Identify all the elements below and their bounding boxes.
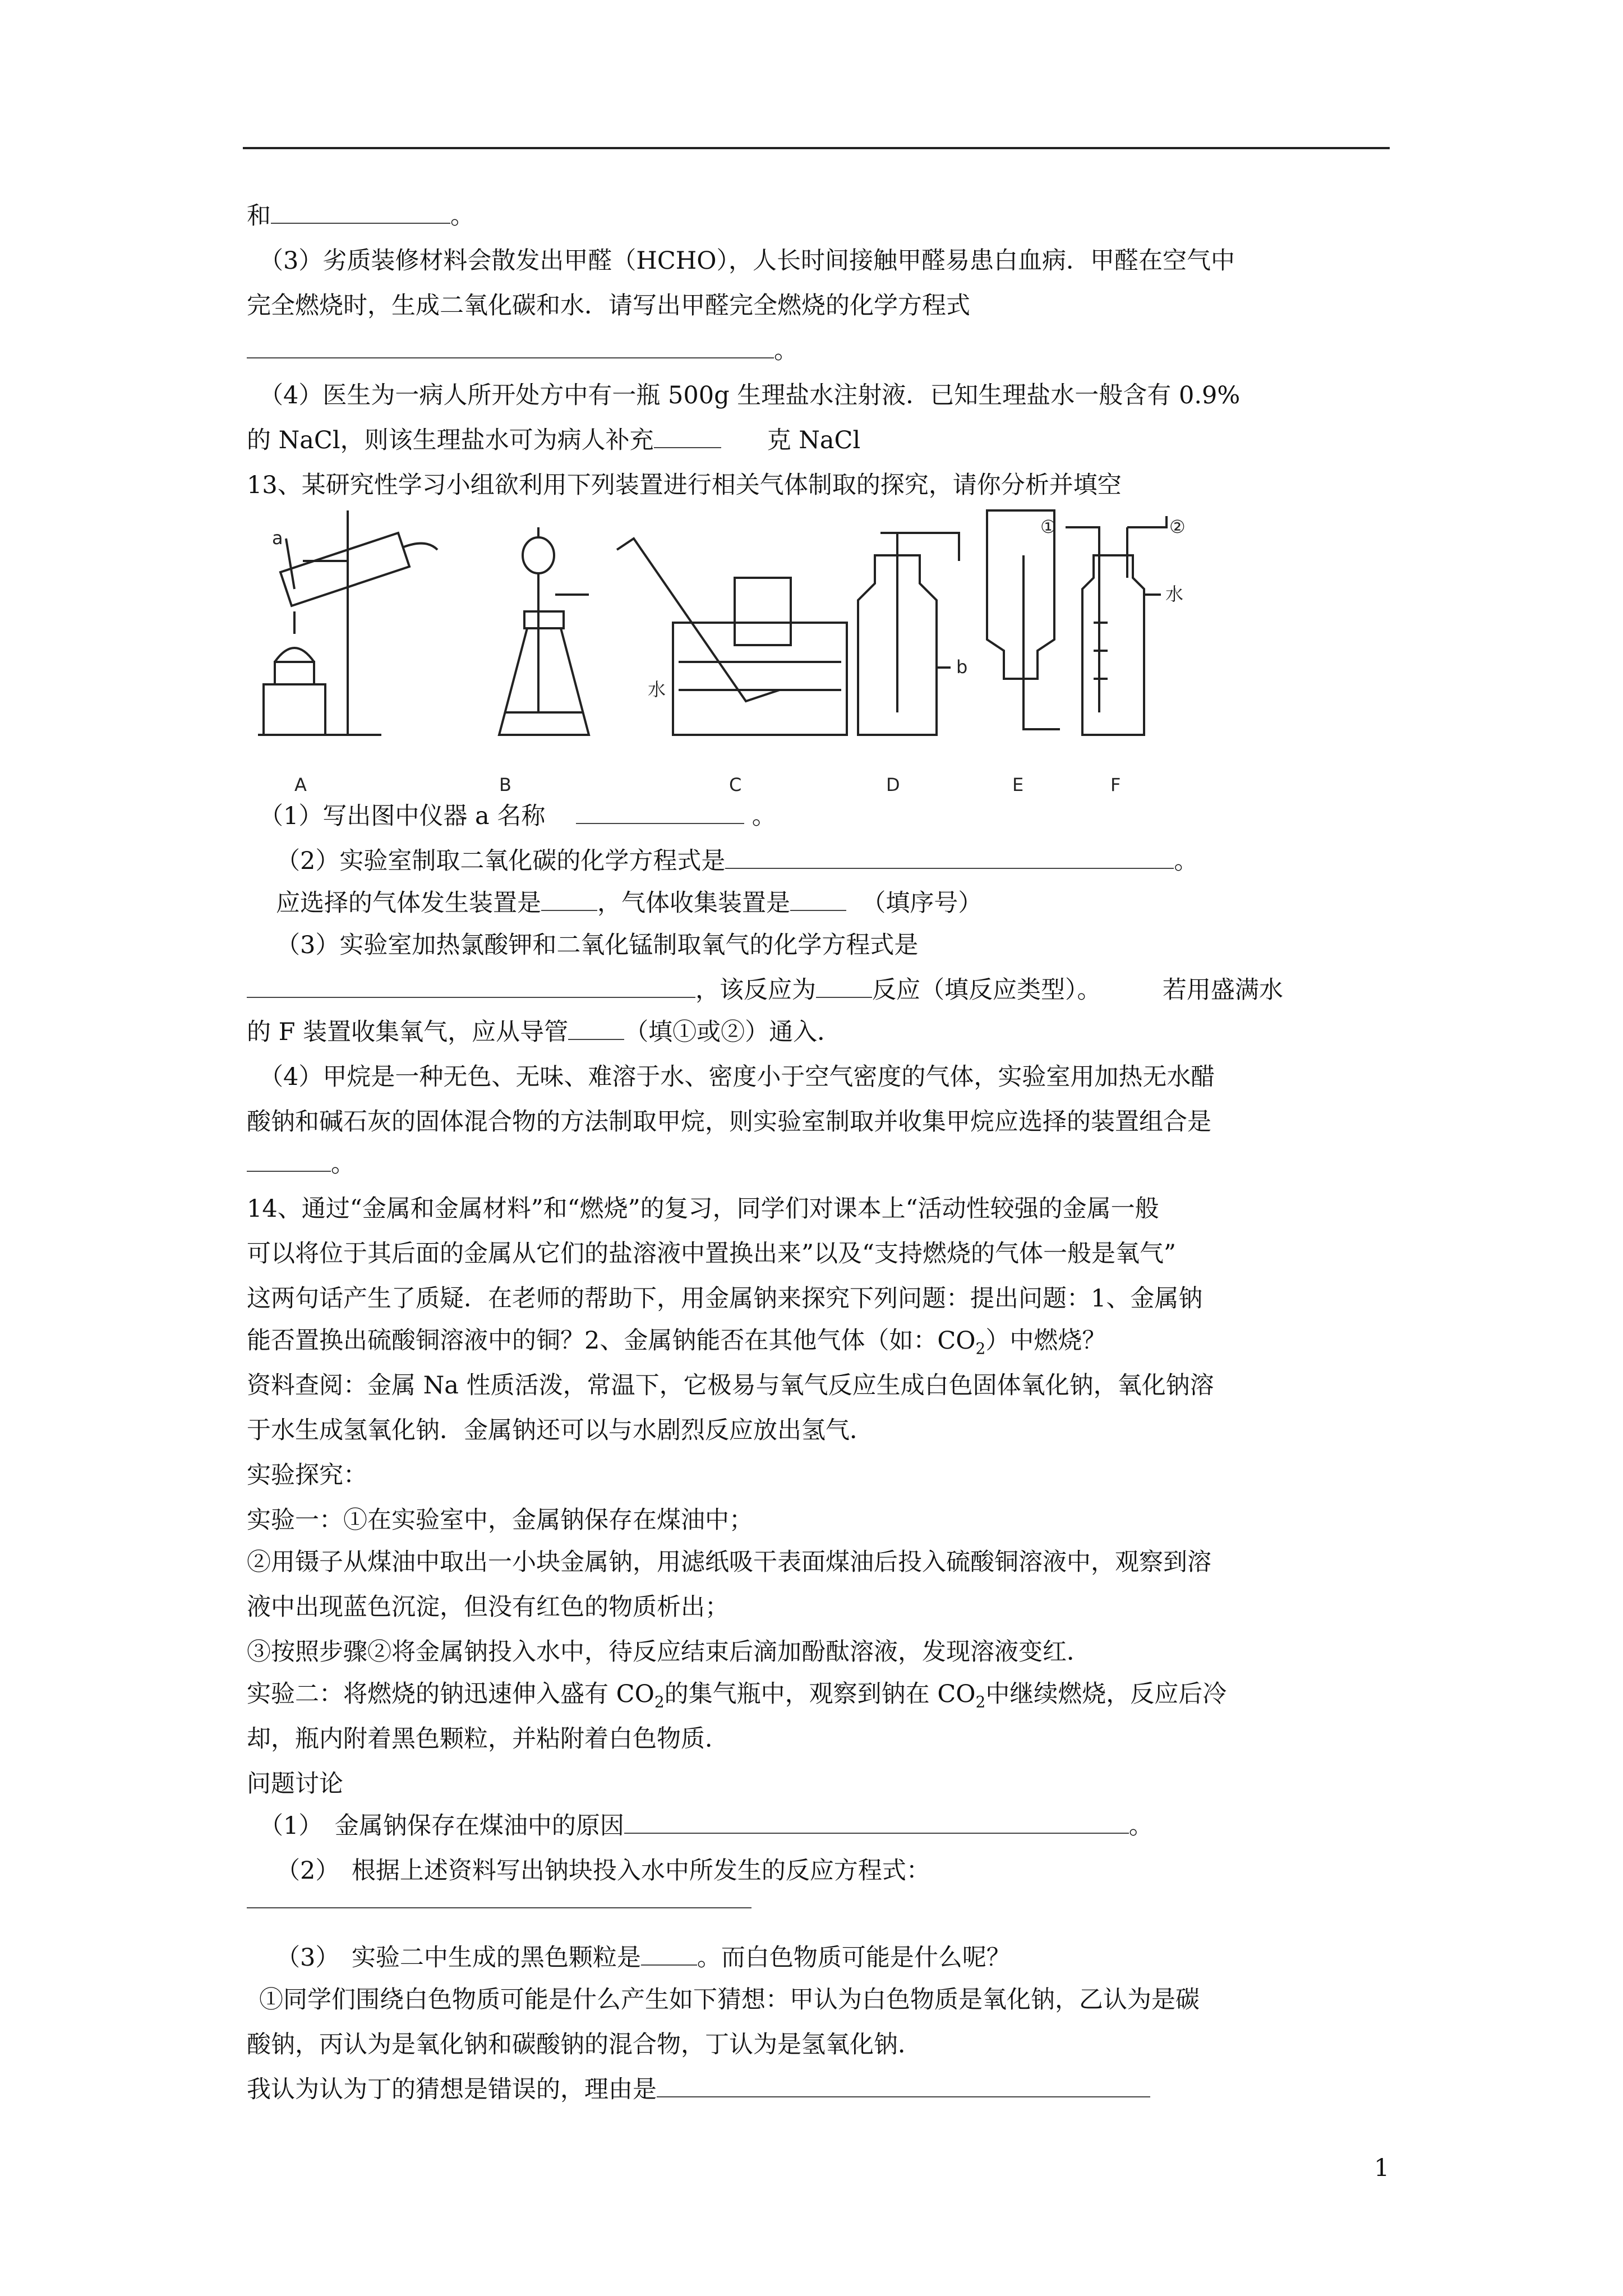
line-text: 。	[450, 202, 474, 230]
question-heading: 14、通过“金属和金属材料”和“燃烧”的复习，同学们对课本上“活动性较强的金属一般	[247, 1195, 1159, 1223]
line-text: 的 F 装置收集氧气，应从导管	[247, 1018, 569, 1046]
line-text: 。	[774, 337, 798, 365]
line-text: 。	[1128, 1812, 1153, 1840]
answer-blank[interactable]	[247, 334, 774, 358]
question-line: （2） 根据上述资料写出钠块投入水中所发生的反应方程式：	[276, 1857, 930, 1885]
label-a: a	[272, 527, 283, 549]
label-water-c: 水	[648, 679, 666, 700]
answer-blank[interactable]	[576, 799, 744, 824]
question-line	[247, 1147, 355, 1181]
line-text: 的 NaCl，则该生理盐水可为病人补充	[247, 426, 654, 454]
line-text: 的集气瓶中，观察到钠在 CO	[664, 1680, 976, 1708]
line-text: 实验二：将燃烧的钠迅速伸入盛有 CO	[247, 1680, 654, 1708]
line-text: （1）写出图中仪器 a 名称	[259, 802, 546, 830]
header-rule	[243, 147, 1390, 149]
answer-blank[interactable]	[568, 1015, 624, 1040]
line-text: （3） 实验二中生成的黑色颗粒是	[276, 1944, 641, 1972]
question-line: （3）劣质装修材料会散发出甲醛（HCHO），人长时间接触甲醛易患白血病．甲醛在空气中	[259, 247, 1235, 275]
apparatus-label: B	[499, 774, 511, 795]
answer-blank[interactable]	[624, 1809, 1129, 1834]
question-line: 资料查阅：金属 Na 性质活泼，常温下，它极易与氧气反应生成白色固体氧化钠，氧化钠溶	[247, 1372, 1214, 1400]
answer-blank[interactable]	[541, 886, 597, 911]
apparatus-label: D	[886, 774, 900, 795]
answer-blank[interactable]	[271, 199, 450, 224]
answer-blank[interactable]	[641, 1941, 697, 1966]
question-line: ②用镊子从煤油中取出一小块金属钠，用滤纸吸干表面煤油后投入硫酸铜溶液中，观察到溶	[247, 1548, 1211, 1576]
apparatus-label: F	[1110, 774, 1121, 795]
answer-blank[interactable]	[247, 1147, 331, 1172]
answer-blank[interactable]	[247, 1907, 751, 1908]
question-line	[247, 424, 860, 457]
apparatus-label: E	[1012, 774, 1024, 795]
line-text: （2）实验室制取二氧化碳的化学方程式是	[276, 847, 726, 875]
answer-blank[interactable]	[657, 2073, 1150, 2097]
question-line: 于水生成氢氧化钠．金属钠还可以与水剧烈反应放出氢气．	[247, 1416, 874, 1444]
answer-blank[interactable]	[725, 844, 1174, 869]
question-line: 这两句话产生了质疑．在老师的帮助下，用金属钠来探究下列问题：提出问题：1、金属钠	[247, 1285, 1203, 1313]
question-line: 酸钠和碱石灰的固体混合物的方法制取甲烷，则实验室制取并收集甲烷应选择的装置组合是	[247, 1108, 1211, 1136]
question-line: ①同学们围绕白色物质可能是什么产生如下猜想：甲认为白色物质是氧化钠，乙认为是碳	[259, 1986, 1200, 2014]
apparatus-label: A	[294, 774, 307, 795]
question-line: 完全燃烧时，生成二氧化碳和水．请写出甲醛完全燃烧的化学方程式	[247, 292, 970, 320]
subscript: 2	[975, 1339, 986, 1358]
section-label: 实验探究：	[247, 1461, 367, 1489]
question-line	[276, 844, 1198, 878]
question-line	[276, 886, 982, 920]
question-line: 却，瓶内附着黑色颗粒，并粘附着白色物质．	[247, 1725, 729, 1753]
label-b: b	[956, 656, 968, 678]
question-line: 实验一：①在实验室中，金属钠保存在煤油中；	[247, 1506, 753, 1534]
answer-blank[interactable]	[816, 973, 872, 998]
apparatus-label: C	[729, 774, 742, 795]
line-text: 我认为认为丁的猜想是错误的，理由是	[247, 2076, 657, 2104]
apparatus-a	[258, 510, 437, 735]
section-label: 问题讨论	[247, 1770, 343, 1798]
line-text: 能否置换出硫酸铜溶液中的铜？2、金属钠能否在其他气体（如：CO	[247, 1327, 976, 1355]
question-line: 液中出现蓝色沉淀，但没有红色的物质析出；	[247, 1593, 729, 1621]
port-2: ②	[1169, 516, 1186, 537]
answer-blank[interactable]	[247, 973, 695, 998]
question-line	[247, 199, 474, 233]
question-heading: 13、某研究性学习小组欲利用下列装置进行相关气体制取的探究，请你分析并填空	[247, 471, 1122, 499]
line-text: ，该反应为	[695, 976, 816, 1004]
page-number: 1	[1374, 2154, 1390, 2182]
apparatus-figure	[241, 499, 1307, 797]
line-text: 。	[751, 802, 776, 830]
question-line: 酸钠，丙认为是氧化钠和碳酸钠的混合物，丁认为是氢氧化钠．	[247, 2031, 922, 2059]
apparatus-f	[1066, 516, 1166, 735]
line-text: （填①或②）通入．	[624, 1018, 842, 1046]
question-line	[276, 1941, 1011, 1975]
line-text: 克 NaCl	[767, 426, 861, 454]
line-text: 反应（填反应类型）。	[872, 976, 1101, 1004]
apparatus-d	[858, 533, 959, 735]
apparatus-e	[987, 510, 1060, 729]
question-line: （3）实验室加热氯酸钾和二氧化锰制取氧气的化学方程式是	[276, 931, 919, 959]
question-line: 可以将位于其后面的金属从它们的盐溶液中置换出来”以及“支持燃烧的气体一般是氧气”	[247, 1240, 1176, 1268]
line-text: 应选择的气体发生装置是	[276, 889, 541, 917]
question-line	[247, 973, 1283, 1007]
answer-blank[interactable]	[654, 424, 721, 448]
question-line	[247, 1015, 841, 1049]
line-text: 若用盛满水	[1162, 976, 1283, 1004]
question-line: （4）医生为一病人所开处方中有一瓶 500g 生理盐水注射液．已知生理盐水一般含有 0.9%	[259, 381, 1241, 409]
line-text: ，气体收集装置是	[597, 889, 790, 917]
question-line	[259, 799, 776, 833]
subscript: 2	[975, 1692, 986, 1711]
answer-blank[interactable]	[790, 886, 846, 911]
question-line	[247, 2073, 1150, 2106]
question-line	[247, 1324, 1106, 1366]
line-text: （1） 金属钠保存在煤油中的原因	[259, 1812, 624, 1840]
question-line: ③按照步骤②将金属钠投入水中，待反应结束后滴加酚酞溶液，发现溶液变红．	[247, 1638, 1091, 1666]
line-text: 和	[247, 202, 271, 230]
line-text: 。而白色物质可能是什么呢？	[697, 1944, 1011, 1972]
question-line	[247, 1677, 1227, 1719]
label-water-f: 水	[1165, 583, 1184, 605]
question-line	[247, 334, 798, 367]
subscript: 2	[654, 1692, 665, 1711]
line-text: ）中燃烧？	[985, 1327, 1106, 1355]
line-text: 。	[331, 1150, 355, 1178]
line-text: 中继续燃烧，反应后冷	[985, 1680, 1227, 1708]
line-text: 。	[1174, 847, 1198, 875]
question-line: （4）甲烷是一种无色、无味、难溶于水、密度小于空气密度的气体，实验室用加热无水醋	[259, 1063, 1215, 1091]
question-line	[259, 1809, 1153, 1843]
apparatus-b	[499, 527, 589, 735]
port-1: ①	[1040, 516, 1057, 537]
apparatus-c	[617, 539, 847, 735]
line-text: （填序号）	[861, 889, 983, 917]
